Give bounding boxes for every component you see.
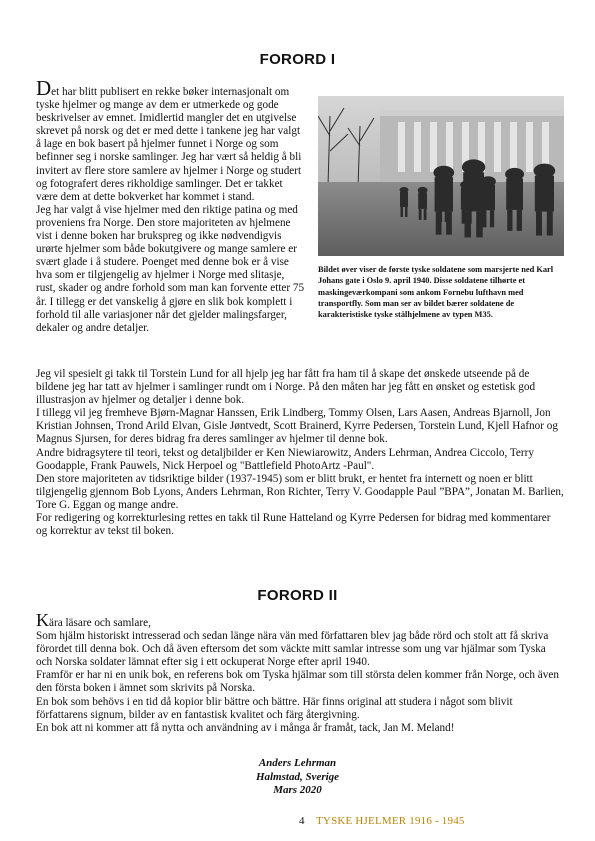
paragraph: Som hjälm historiskt intresserad och sedan länge nära vän med författaren blev jag både rörd och stolt att få skriva förordet till denna bok. Och då även eftersom det som väckte mitt samlar intresse som ung var hjälmar som Tyska och Norska soldater lämnat efter sig i ett ockuperat Norge efter april 1940. <box>36 630 549 669</box>
signature-date: Mars 2020 <box>273 784 322 797</box>
signature-block <box>0 757 595 798</box>
paragraph: For redigering og korrekturlesing rettes en takk til Rune Hatteland og Kyrre Pedersen for bidrag med kommentarer og korrektur av tekst til boken. <box>36 512 551 538</box>
page-number: 4 <box>299 815 305 827</box>
book-title: TYSKE HJELMER 1916 - 1945 <box>316 815 465 827</box>
paragraph: Kära läsare och samlare, <box>36 610 151 630</box>
paragraph: I tillegg vil jeg fremheve Bjørn-Magnar Hanssen, Erik Lindberg, Tommy Olsen, Lars Aasen, Andreas Bjarnoll, Jon Kristian Johnsen, Trond Arild Elvan, Gisle Jøntvedt, Scott Brainerd, Kyrre Pedersen, Torstein Lund, Kjell Hafnor og Magnus Sjursen, for deres bidrag fra deres samlinger av hjelmer til denne bok. <box>36 407 558 446</box>
forord-1-full-text <box>36 368 564 538</box>
paragraph: Den store majoriteten av tidsriktige bilder (1937-1945) som er blitt brukt, er hentet fra internett og noen er blitt tilgjengelig gjennom Bob Lyons, Anders Lehrman, Ron Richter, Terry V. Goodapple Paul ”BPA”, Jonatan M. Barlien, Tore G. Eggan og mange andre. <box>36 472 564 511</box>
signature-place: Halmstad, Sverige <box>255 770 340 783</box>
signature-name: Anders Lehrman <box>258 757 337 769</box>
paragraph: Det har blitt publisert en rekke bøker internasjonalt om tyske hjelmer og mange av dem er utmerkede og gode beskrivelser av emnet. Imidlertid mangler det en utgivelse skrevet på norsk og det er med dette i tankene jeg har valgt å lage en bok basert på hjelmer funnet i Norge og som befinner seg i norske samlinger. Jeg har vært så heldig å bli invitert av flere store samlere av hjelmer i Norge og studert og fotografert deres rikholdige samlinger. Det er takket være dem at dette bokverket har kommet i stand. <box>36 76 302 203</box>
photo-caption: Bildet øver viser de første tyske soldatene som marsjerte ned Karl Johans gate i Oslo 9. april 1940. Disse soldatene tilhørte et maskingeværkompani som ankom Fornebu lufthavn med transportfly. Som man ser av bildet bærer soldatene de karakteristiske tyske stålhjelmene av typen M35. <box>318 265 554 320</box>
forord-1-heading: FORORD I <box>259 51 336 68</box>
paragraph: En bok att ni kommer att få nytta och användning av i många år framåt, tack, Jan M. Meland! <box>36 721 455 734</box>
page-footer <box>0 815 595 831</box>
paragraph: En bok som behövs i en tid då kopior blir bättre och bättre. Här finns original att studera i något som blivit författarens signum, bilder av en fantastisk kvalitet och färg återgivning. <box>36 695 513 721</box>
paragraph: Jeg vil spesielt gi takk til Torstein Lund for all hjelp jeg har fått fra ham til å skape det ønskede utseende på de bildene jeg har tatt av hjelmer i samlinger rundt om i Norge. På den måten har jeg fått en ønsket og estetisk god illustrasjon av hjelmer og detaljer i denne bok. <box>36 368 536 407</box>
forord-2-text <box>36 610 564 735</box>
forord-1-column-text <box>36 76 306 335</box>
soldiers-march-photo <box>318 96 564 256</box>
paragraph: Andre bidragsytere til teori, tekst og detaljbilder er Ken Niewiarowitz, Anders Lehrman, Andrea Ciccolo, Terry Goodapple, Frank Pauwels, Nick Herpoel og "Battlefield PhotoArtz -Paul". <box>36 446 534 472</box>
paragraph: Framför er har ni en unik bok, en referens bok om Tyska hjälmar som till största delen kommer från Norge, och även den första boken i ämnet som skrivits på Norska. <box>36 669 559 695</box>
forord-2-heading: FORORD II <box>257 587 338 604</box>
paragraph: Jeg har valgt å vise hjelmer med den riktige patina og med proveniens fra Norge. Den store majoriteten av hjelmene vist i denne boken har brukspreg og ikke nødvendigvis urørte hjelmer som både bokutgivere og mange samlere er svært glade i å studere. Poenget med denne bok er å vise hva som er tilgjengelig av hjelmer i Norge med slitasje, rust, skader og andre forhold som man kan forvente etter 75 år. I tillegg er det vanskelig å gjøre en slik bok komplett i forhold til alle variasjoner når det gjelder malingsfarger, dekaler og andre detaljer. <box>36 203 305 334</box>
